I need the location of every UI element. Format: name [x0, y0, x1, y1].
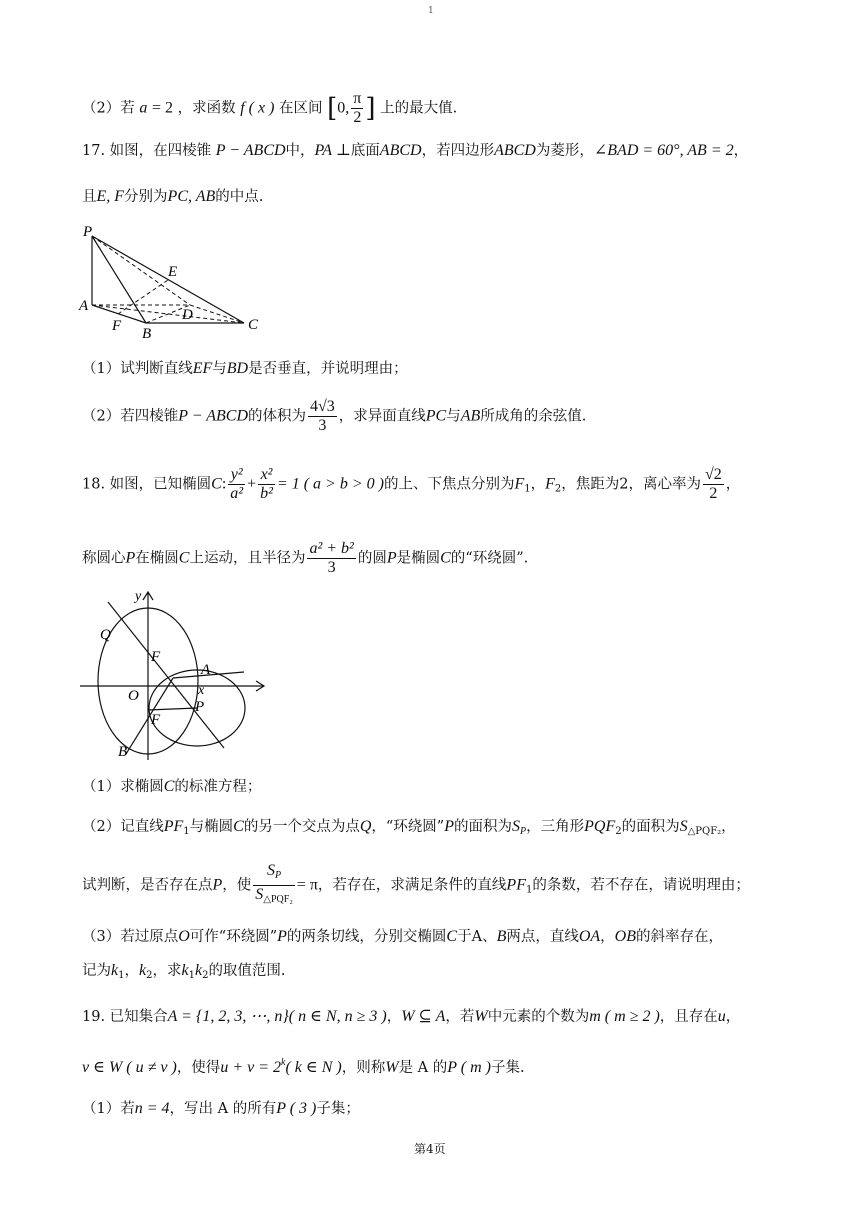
text: 19. 已知集合 — [82, 1009, 168, 1025]
text: 子集； — [316, 1101, 360, 1117]
math: v ∈ W ( u ≠ v ) — [82, 1059, 177, 1076]
text: 17. 如图，在四棱锥 — [82, 143, 212, 159]
q18-stem-line1: 18. 如图，已知椭圆C: $\frac{\text{y²}}{\text{a²}}$ + $\frac{\text{x²}}{\text{b²}}$ = 1 ( a > b > 0 )的上、下焦点分别为$F_1$，$F_2$，焦距为2，离心率为 $\frac{√2}{2}$ ， — [82, 466, 741, 502]
math: EF — [192, 360, 213, 377]
math: Q — [359, 818, 372, 835]
label-D: D — [182, 307, 193, 323]
math: PF — [163, 818, 184, 835]
text: ， — [721, 819, 736, 835]
subscript: 1 — [525, 884, 533, 896]
label-E: E — [168, 264, 178, 280]
q19-part1 — [82, 1096, 360, 1122]
math: 0, — [337, 99, 350, 117]
text: 上运动，且半径为 — [189, 550, 306, 567]
text: 试判断，是否存在点 — [82, 877, 213, 894]
math: AB — [460, 407, 481, 425]
label-y: y — [135, 589, 142, 604]
text: ，若四边形 — [421, 143, 495, 159]
text: 的面积为 — [454, 819, 512, 835]
math: P — [125, 549, 136, 567]
text: 是否垂直，并说明理由； — [248, 361, 408, 377]
text: 上的最大值. — [380, 100, 458, 117]
text: （1）试判断直线 — [82, 361, 193, 377]
q17-part1 — [82, 356, 408, 382]
text: 称圆心 — [82, 550, 126, 567]
text: ，且存在 — [659, 1009, 718, 1025]
math: + — [247, 475, 257, 493]
math: m ( m ≥ 2 ) — [589, 1008, 660, 1025]
math: C — [446, 928, 458, 945]
text: 的条数，若不存在，请说明理由； — [532, 877, 750, 894]
fraction: $\frac{\pi}{2}$ — [353, 90, 362, 126]
label-C: C — [248, 317, 259, 333]
fraction-area-ratio: $\frac{SP}{S_{\triangle PQF_2}}$ — [255, 862, 293, 905]
fraction-y2a2: $\frac{\text{y²}}{\text{a²}}$ — [230, 466, 244, 502]
text: 中， — [285, 143, 315, 159]
math: OB — [614, 928, 636, 945]
bracket-right: ] — [365, 93, 376, 124]
subscript: 2 — [146, 970, 153, 981]
math: u + v = 2 — [220, 1059, 282, 1076]
text: 于 — [457, 929, 472, 945]
text: A — [471, 929, 483, 945]
math: PQF — [584, 818, 616, 835]
math: P — [277, 928, 287, 945]
text: 分别为 — [124, 189, 168, 205]
text: （3）若过原点 — [82, 929, 179, 945]
superscript: k — [281, 1057, 286, 1068]
math: OA — [578, 928, 601, 945]
text: 可作“环绕圆” — [189, 929, 278, 945]
page-header-mark: 1 — [428, 6, 434, 16]
math: P — [444, 818, 454, 835]
text: ，使得 — [176, 1060, 221, 1076]
subscript: 2 — [202, 970, 209, 981]
math: P ( m ) — [447, 1059, 491, 1076]
fraction-eccentricity: $\frac{√2}{2}$ — [705, 466, 722, 502]
label-A: A — [79, 298, 89, 314]
label-P: P — [83, 224, 93, 240]
label-A: A — [201, 662, 211, 678]
bracket-left: [ — [327, 93, 338, 124]
text: ， — [386, 1009, 402, 1025]
q16-part2 — [82, 90, 457, 127]
math: PC — [425, 407, 447, 425]
q17-stem-line2 — [82, 184, 263, 210]
math: = π — [296, 876, 318, 894]
text: 是椭圆 — [396, 550, 441, 567]
math: ( n ∈ N, n ≥ 3 ) — [288, 1008, 387, 1025]
text: 的取值范围. — [208, 963, 286, 979]
math: k — [138, 962, 147, 979]
math: ( k ∈ N ) — [285, 1059, 342, 1076]
math: PC, AB — [167, 188, 216, 205]
q17-part2 — [82, 398, 586, 435]
label-F2: F — [151, 712, 161, 728]
fraction-radius: $\frac{\text{a² + b²}}{3}$ — [309, 540, 354, 576]
fraction-volume: $\frac{4√3}{3}$ — [310, 398, 335, 434]
text: 的面积为 — [621, 819, 680, 835]
text: 底面 — [350, 143, 380, 159]
text: ，求异面直线 — [338, 408, 426, 425]
subscript: 2 — [615, 826, 622, 837]
q18-part2-line1 — [82, 814, 736, 845]
subscript: 1 — [524, 483, 531, 495]
page-footer: 第4页 — [414, 1142, 446, 1156]
math: P − ABCD — [178, 407, 248, 425]
text: ，焦距为2，离心率为 — [561, 476, 702, 493]
text: 18. 如图，已知椭圆 — [82, 476, 212, 493]
text: 在区间 — [279, 100, 323, 117]
math: n = 4 — [134, 1100, 170, 1117]
math: k — [111, 962, 119, 979]
math: = 1 ( a > b > 0 ) — [276, 475, 384, 493]
label-F: F — [112, 318, 122, 334]
text: 的两条切线，分别交椭圆 — [286, 929, 447, 945]
text: 、 — [482, 929, 497, 945]
text: ，求函数 — [177, 100, 236, 117]
math: : — [221, 475, 227, 493]
math: f ( x ) — [240, 99, 275, 117]
math: C — [233, 818, 244, 835]
text: （2）记直线 — [82, 819, 164, 835]
text: ，则称 — [341, 1060, 386, 1076]
subscript: △PQF₂ — [687, 826, 722, 837]
text: 与 — [446, 408, 461, 425]
math: F — [514, 475, 525, 493]
math: u — [717, 1008, 726, 1025]
math: O — [178, 928, 190, 945]
label-P: P — [195, 699, 205, 715]
text: 中元素的个数为 — [487, 1009, 590, 1025]
q18-part3-line1 — [82, 924, 723, 950]
math: = 2 — [151, 99, 173, 117]
text: ， — [124, 963, 139, 979]
text: 是 A 的 — [398, 1060, 448, 1076]
math: F — [545, 475, 555, 493]
subscript: 1 — [118, 970, 125, 981]
label-B: B — [118, 744, 128, 760]
fraction-x2b2: $\frac{\text{x²}}{\text{b²}}$ — [260, 466, 273, 502]
math: P ( 3 ) — [276, 1100, 317, 1117]
text: （2）若四棱锥 — [82, 408, 179, 425]
text: 且 — [82, 189, 97, 205]
q18-part3-line2 — [82, 958, 286, 989]
subscript: P — [520, 826, 527, 837]
math: W — [385, 1059, 399, 1076]
math: E, F — [96, 188, 125, 205]
math: k — [181, 962, 189, 979]
text: 在椭圆 — [135, 550, 179, 567]
text: （2）若 — [82, 100, 135, 117]
text: 两点，直线 — [506, 929, 579, 945]
label-B: B — [142, 326, 152, 340]
text: 的中点. — [215, 189, 264, 205]
label-F1: F — [151, 649, 161, 665]
text: 所成角的余弦值. — [480, 408, 587, 425]
text: ， — [733, 143, 749, 159]
subscript: 2 — [554, 483, 562, 495]
subscript: 1 — [188, 970, 195, 981]
label-Q: Q — [100, 627, 111, 643]
math: PF — [506, 876, 526, 894]
math: ABCD — [494, 142, 536, 159]
math: C — [178, 549, 190, 567]
math: P — [212, 876, 223, 894]
text: （1）求椭圆 — [82, 779, 164, 795]
text: 记为 — [82, 963, 111, 979]
math: P — [386, 549, 397, 567]
math: B — [496, 928, 507, 945]
text: 的标准方程； — [174, 779, 262, 795]
text: 的另一个交点为点 — [243, 819, 360, 835]
math: BD — [226, 360, 249, 377]
math: C — [163, 778, 175, 795]
text: 子集. — [490, 1060, 525, 1076]
q17-stem-line1 — [82, 138, 748, 164]
text: ， — [725, 1009, 741, 1025]
text: ，“环绕圆” — [371, 819, 445, 835]
text: 与 — [212, 361, 227, 377]
text: 的上、下焦点分别为 — [383, 476, 515, 493]
text: 与椭圆 — [189, 819, 234, 835]
math: PA ⊥ — [314, 142, 351, 159]
text: ，使 — [222, 877, 252, 894]
subscript: 1 — [183, 826, 190, 837]
math: a — [139, 99, 148, 117]
text: 的“环绕圆”. — [450, 550, 529, 567]
label-O: O — [128, 688, 139, 704]
math: ABCD — [379, 142, 422, 159]
math: W ⊆ A — [401, 1008, 446, 1025]
label-x: x — [198, 683, 205, 698]
text: ，若 — [445, 1009, 475, 1025]
q18-stem-line2 — [82, 540, 528, 577]
q19-stem-line1 — [82, 1004, 740, 1030]
math: ∠BAD = 60°, AB = 2 — [593, 142, 734, 159]
text: ，若存在，求满足条件的直线 — [317, 877, 507, 894]
text: ，三角形 — [526, 819, 585, 835]
text: 为菱形， — [535, 143, 594, 159]
text: ，写出 A 的所有 — [169, 1101, 277, 1117]
ellipse-figure — [78, 584, 278, 764]
text: ， — [530, 476, 546, 493]
math: S — [512, 818, 520, 835]
q19-stem-line2 — [82, 1050, 525, 1081]
pyramid-figure — [76, 222, 276, 340]
math: C — [440, 549, 451, 567]
math: A = {1, 2, 3, ⋯, n} — [167, 1008, 289, 1025]
text: 的斜率存在， — [636, 929, 723, 945]
math: S — [679, 818, 688, 835]
text: 的体积为 — [248, 408, 306, 425]
text: ， — [600, 929, 615, 945]
math: k — [194, 962, 203, 979]
q18-part1 — [82, 774, 261, 800]
math: P − ABCD — [215, 142, 286, 159]
text: ，求 — [152, 963, 182, 979]
q18-part2-line2 — [82, 862, 750, 909]
text: （1）若 — [82, 1101, 135, 1117]
math: W — [474, 1008, 488, 1025]
text: 的圆 — [357, 550, 387, 567]
math: C — [211, 475, 222, 493]
